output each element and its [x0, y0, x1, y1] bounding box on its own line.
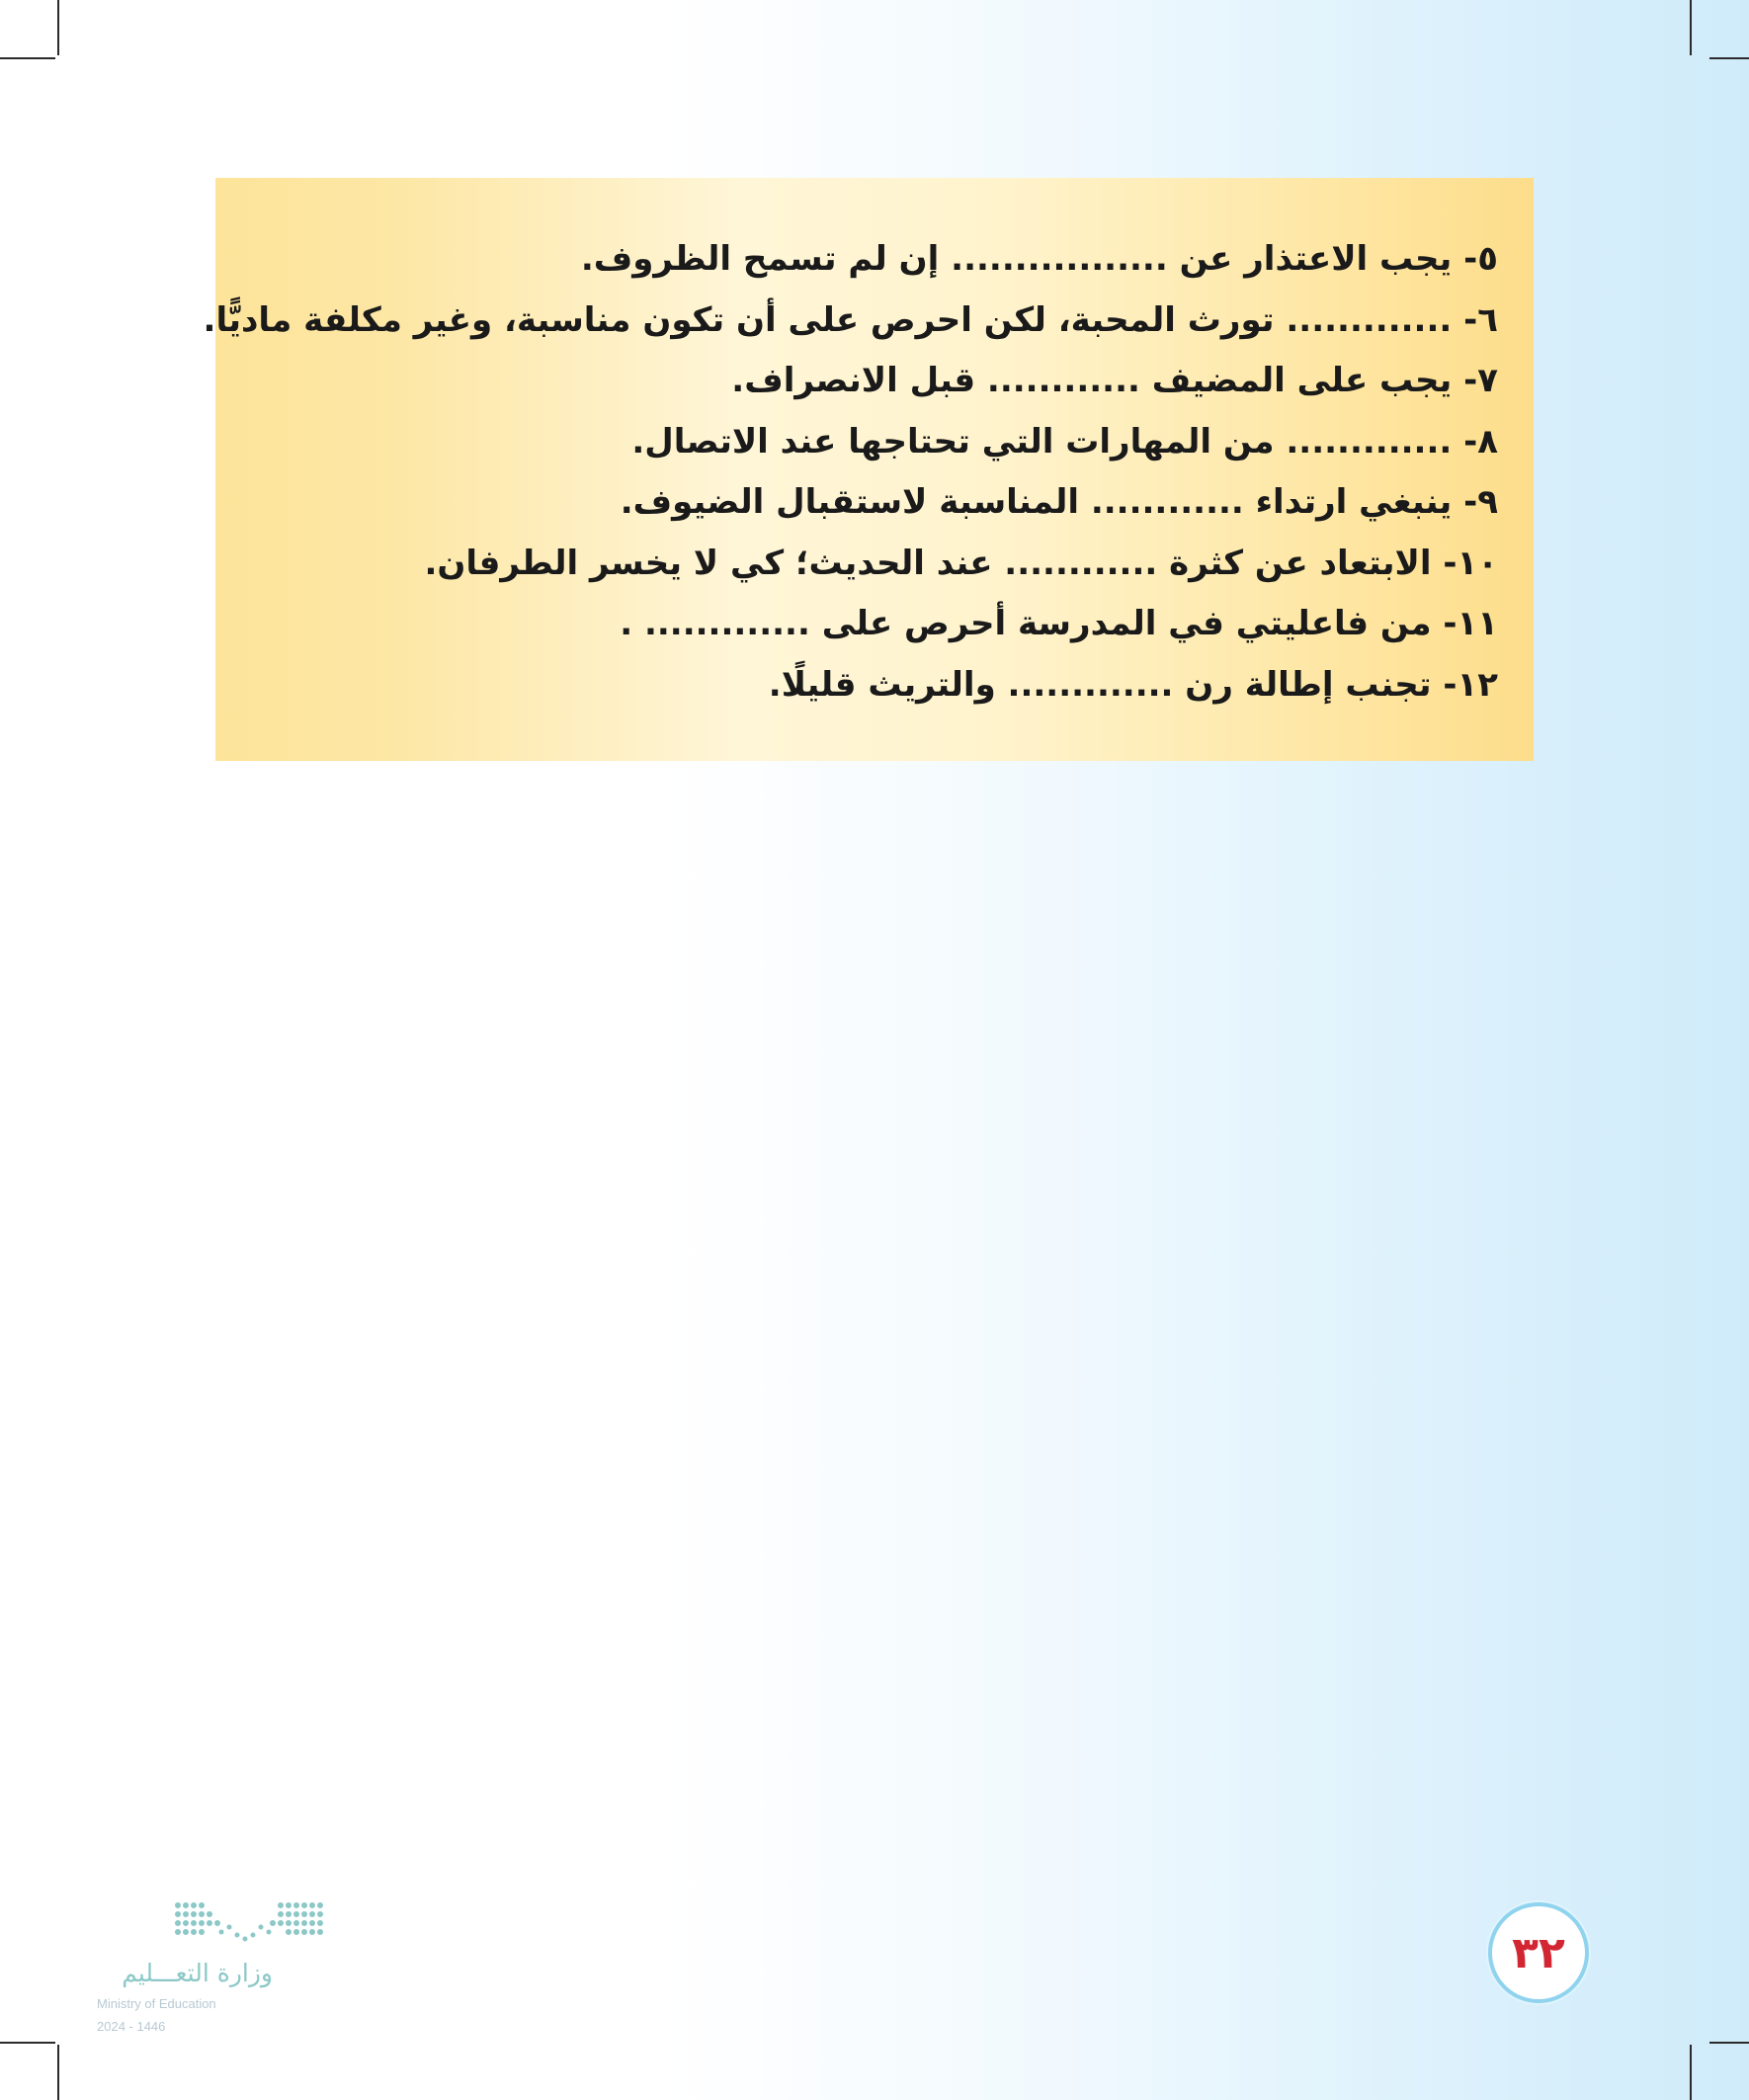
crop-mark [1709, 2042, 1749, 2044]
ministry-name-arabic: وزارة التعـــليم [122, 1959, 273, 1987]
crop-mark [0, 2042, 55, 2044]
exercise-item: ١٢- تجنب إطالة رن ............. والتريث قليلًا. [768, 664, 1498, 705]
crop-mark [1709, 57, 1749, 59]
exercise-item: ٩- ينبغي ارتداء ............ المناسبة لاستقبال الضيوف. [620, 482, 1498, 522]
exercise-item: ٥- يجب الاعتذار عن ................. إن لم تسمح الظروف. [580, 239, 1498, 279]
crop-mark [0, 57, 55, 59]
exercise-item: ٦- ............. تورث المحبة، لكن احرص على أن تكون مناسبة، وغير مكلفة ماديًّا. [203, 299, 1498, 340]
crop-mark [57, 2045, 59, 2100]
crop-mark [1690, 2045, 1692, 2100]
fill-in-blank-exercise [203, 178, 1534, 761]
exercise-item: ٧- يجب على المضيف ............ قبل الانصراف. [731, 361, 1498, 400]
exercise-item: ٨- ............. من المهارات التي تحتاجها عند الاتصال. [631, 421, 1498, 462]
ministry-year: 2024 - 1446 [97, 2019, 166, 2034]
crop-mark [57, 0, 59, 55]
crop-mark [1690, 0, 1692, 55]
ministry-logo-icon [170, 1897, 328, 1953]
exercise-item: ١٠- الابتعاد عن كثرة ............ عند الحديث؛ كي لا يخسر الطرفان. [424, 543, 1498, 583]
exercise-item: ١١- من فاعليتي في المدرسة أحرص على ............. . [620, 604, 1498, 643]
page-number: ٣٢ [1512, 1927, 1565, 1978]
ministry-name-english: Ministry of Education [97, 1996, 216, 2011]
page-number-badge [1488, 1902, 1589, 2003]
